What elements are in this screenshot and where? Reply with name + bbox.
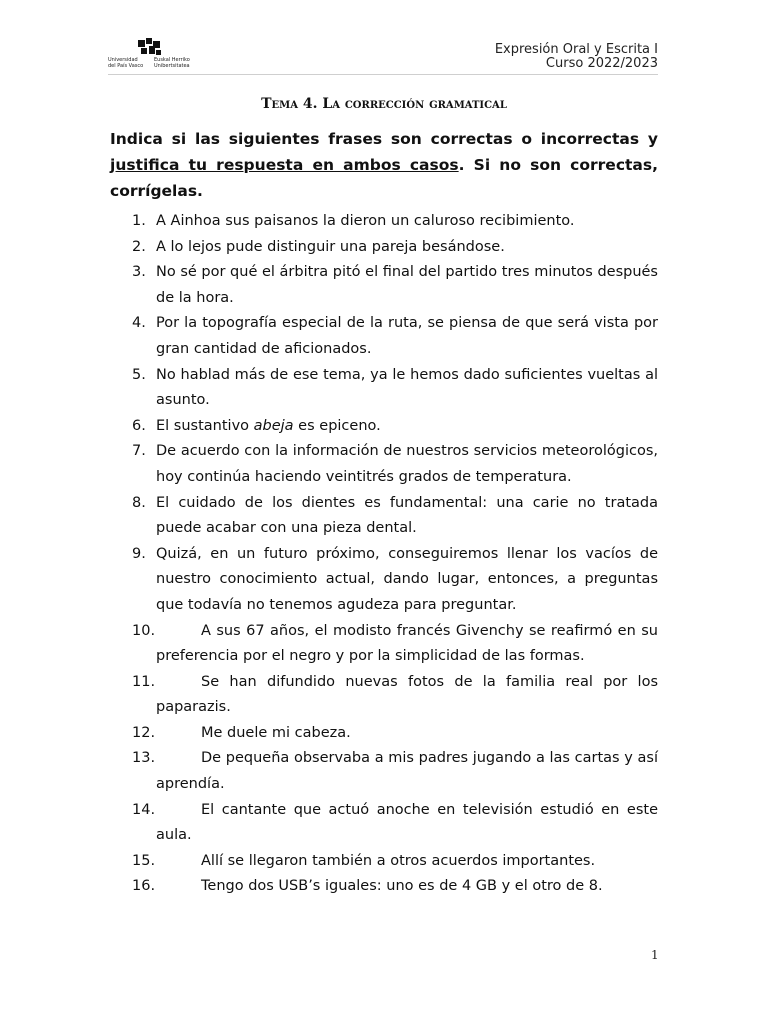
course-year: Curso 2022/2023	[545, 56, 658, 71]
page-number: 1	[651, 948, 659, 962]
title-main: La corrección gramatical	[322, 96, 507, 112]
list-item: 14. El cantante que actuó anoche en televisión estudió en este aula.	[132, 801, 658, 844]
instruction-underlined: justifica tu respuesta en ambos casos	[110, 156, 459, 174]
list-item: 6. El sustantivo abeja es epiceno.	[132, 417, 381, 434]
university-emblem-icon	[136, 38, 162, 58]
course-info	[495, 43, 658, 71]
header-divider	[108, 74, 658, 75]
list-item: 10. A sus 67 años, el modisto francés Givenchy se reafirmó en su preferencia por el negro y por la simplicidad de las formas.	[132, 622, 658, 665]
list-item: 9. Quizá, en un futuro próximo, conseguiremos llenar los vacíos de nuestro conocimiento actual, dando lugar, entonces, a preguntas que todavía no tenemos agudeza para preguntar.	[132, 545, 658, 613]
italic-word: abeja	[253, 417, 294, 434]
list-item: 2. A lo lejos pude distinguir una pareja besándose.	[132, 238, 505, 255]
exercise-instruction: Indica si las siguientes frases son correctas o incorrectas y justifica tu respuesta en ambos casos. Si no son correctas, corrígelas.	[110, 130, 658, 200]
list-item: 11. Se han difundido nuevas fotos de la familia real por los paparazis.	[132, 673, 658, 716]
list-item: 7. De acuerdo con la información de nuestros servicios meteorológicos, hoy continúa haciendo veintitrés grados de temperatura.	[132, 443, 658, 485]
logo-text-basque: Euskal Herriko Unibertsitatea	[154, 57, 190, 69]
page-title	[0, 96, 768, 112]
university-logo	[108, 36, 194, 74]
sentence-list	[110, 209, 658, 900]
page-header	[108, 36, 658, 76]
title-prefix: Tema 4.	[261, 96, 318, 112]
list-item: 4. Por la topografía especial de la ruta, se piensa de que será vista por gran cantidad de aficionados.	[132, 315, 658, 357]
list-item: 8. El cuidado de los dientes es fundamental: una carie no tratada puede acabar con una pieza dental.	[132, 494, 658, 537]
list-item: 1. A Ainhoa sus paisanos la dieron un caluroso recibimiento.	[132, 213, 575, 229]
logo-text-spanish: Universidad del País Vasco	[108, 57, 144, 69]
list-item: 12. Me duele mi cabeza.	[132, 724, 351, 741]
list-item: 5. No hablad más de ese tema, ya le hemos dado suficientes vueltas al asunto.	[132, 366, 658, 409]
course-name: Expresión Oral y Escrita I	[494, 42, 658, 57]
list-item: 13. De pequeña observaba a mis padres jugando a las cartas y así aprendía.	[132, 750, 658, 793]
list-item: 16. Tengo dos USB’s iguales: uno es de 4 GB y el otro de 8.	[132, 878, 603, 895]
list-item: 3. No sé por qué el árbitra pitó el final del partido tres minutos después de la hora.	[132, 264, 658, 306]
list-item: 15. Allí se llegaron también a otros acuerdos importantes.	[132, 852, 596, 869]
